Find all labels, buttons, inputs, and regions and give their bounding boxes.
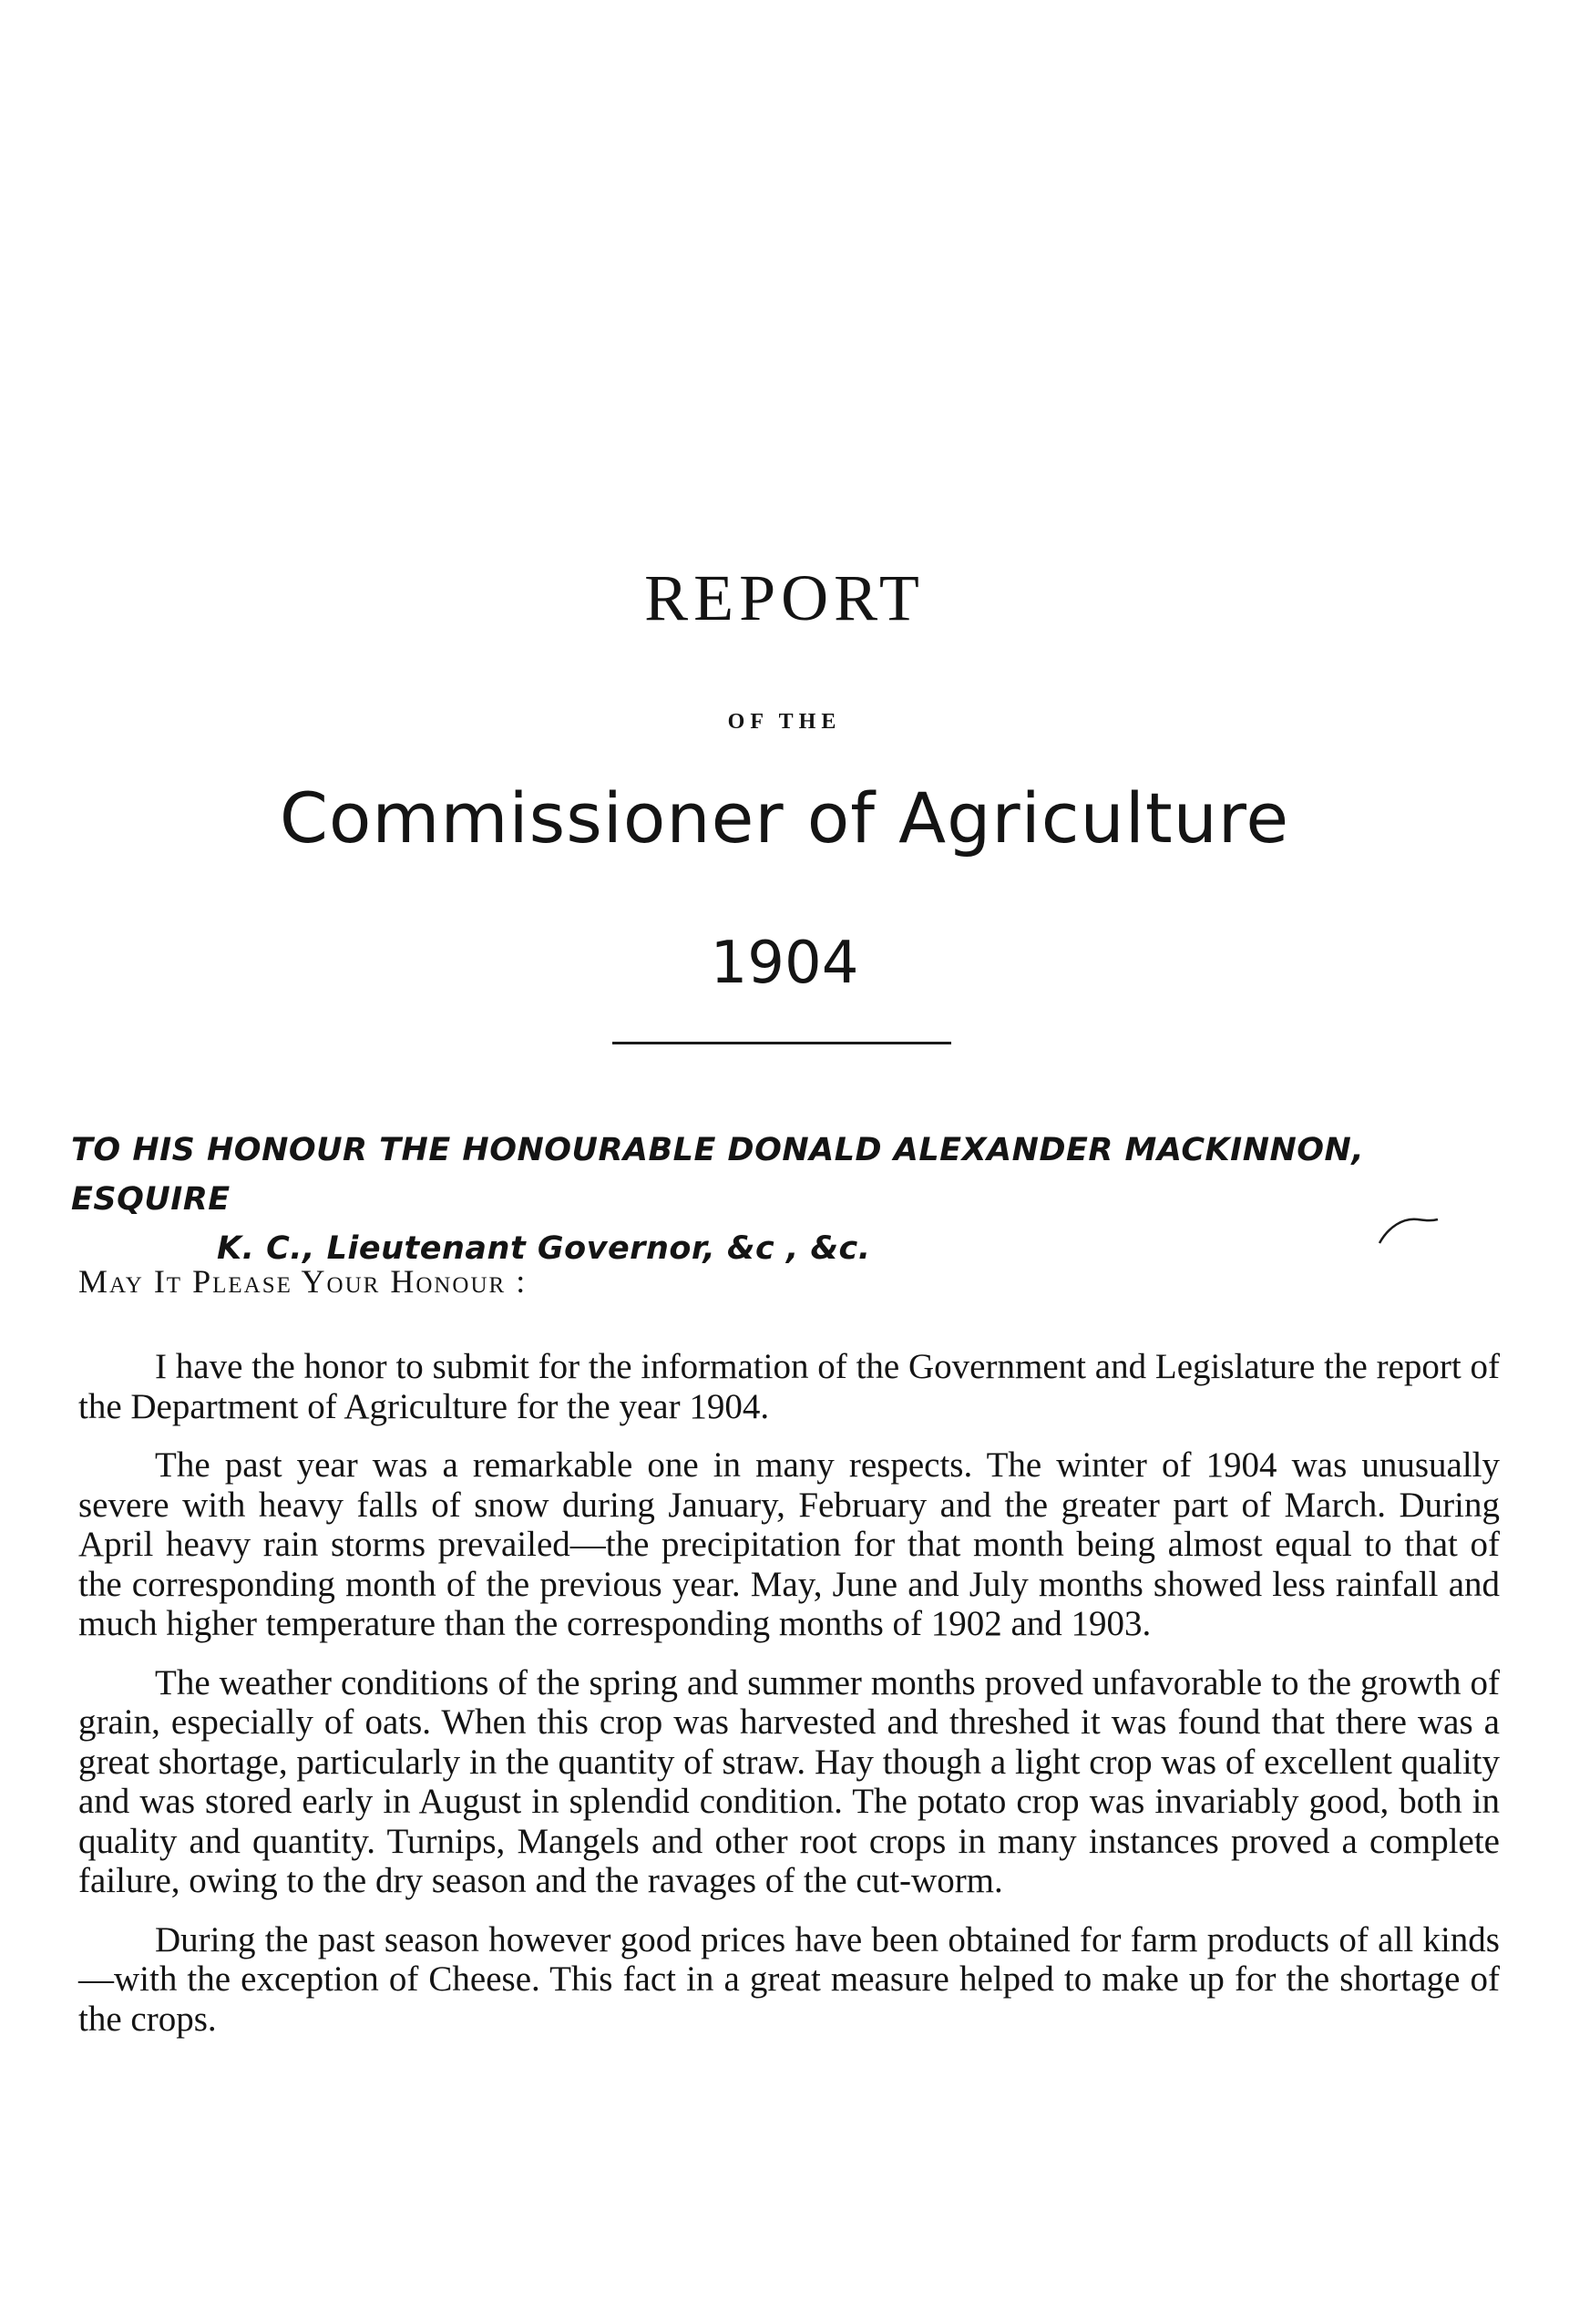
- paragraph-1: I have the honor to submit for the information of the Government and Legislature the report of the Department of Agriculture for the year 1904.: [78, 1347, 1500, 1426]
- of-the-subheading: OF THE: [727, 710, 842, 734]
- paragraph-4: During the past season however good prices have been obtained for farm products of all kinds—with the exception of Cheese. This fact in a great measure helped to make up for the shortage of the crops.: [78, 1919, 1500, 2039]
- document-year: 1904: [710, 930, 859, 997]
- address-line-2: K. C., Lieutenant Governor, &c , &c.: [217, 1230, 871, 1267]
- pen-mark: [1378, 1210, 1441, 1247]
- paragraph-2: The past year was a remarkable one in many respects. The winter of 1904 was unusually severe with heavy falls of snow during January, February and the greater part of March. During April heavy rain storms prevailed—the precipitation for that month being almost equal to that of the corresponding month of the previous year. May, June and July months showed less rainfall and much higher temperature than the corresponding months of 1902 and 1903.: [78, 1445, 1500, 1643]
- report-body: [78, 1347, 1500, 2058]
- document-title: Commissioner of Agriculture: [279, 777, 1290, 859]
- salutation: May It Please Your Honour :: [78, 1263, 528, 1300]
- address-line-1: TO HIS HONOUR THE HONOURABLE DONALD ALEXANDER MACKINNON, ESQUIRE: [71, 1132, 1365, 1218]
- address-block: [71, 1126, 1511, 1273]
- report-heading: REPORT: [644, 561, 925, 634]
- title-divider: [612, 1042, 951, 1044]
- paragraph-3: The weather conditions of the spring and summer months proved unfavorable to the growth of grain, especially of oats. When this crop was harvested and threshed it was found that there was a great shortage, particularly in the quantity of straw. Hay though a light crop was of excellent quality and was stored early in August in splendid condition. The potato crop was invariably good, both in quality and quantity. Turnips, Mangels and other root crops in many instances proved a complete failure, owing to the dry season and the ravages of the cut-worm.: [78, 1662, 1500, 1900]
